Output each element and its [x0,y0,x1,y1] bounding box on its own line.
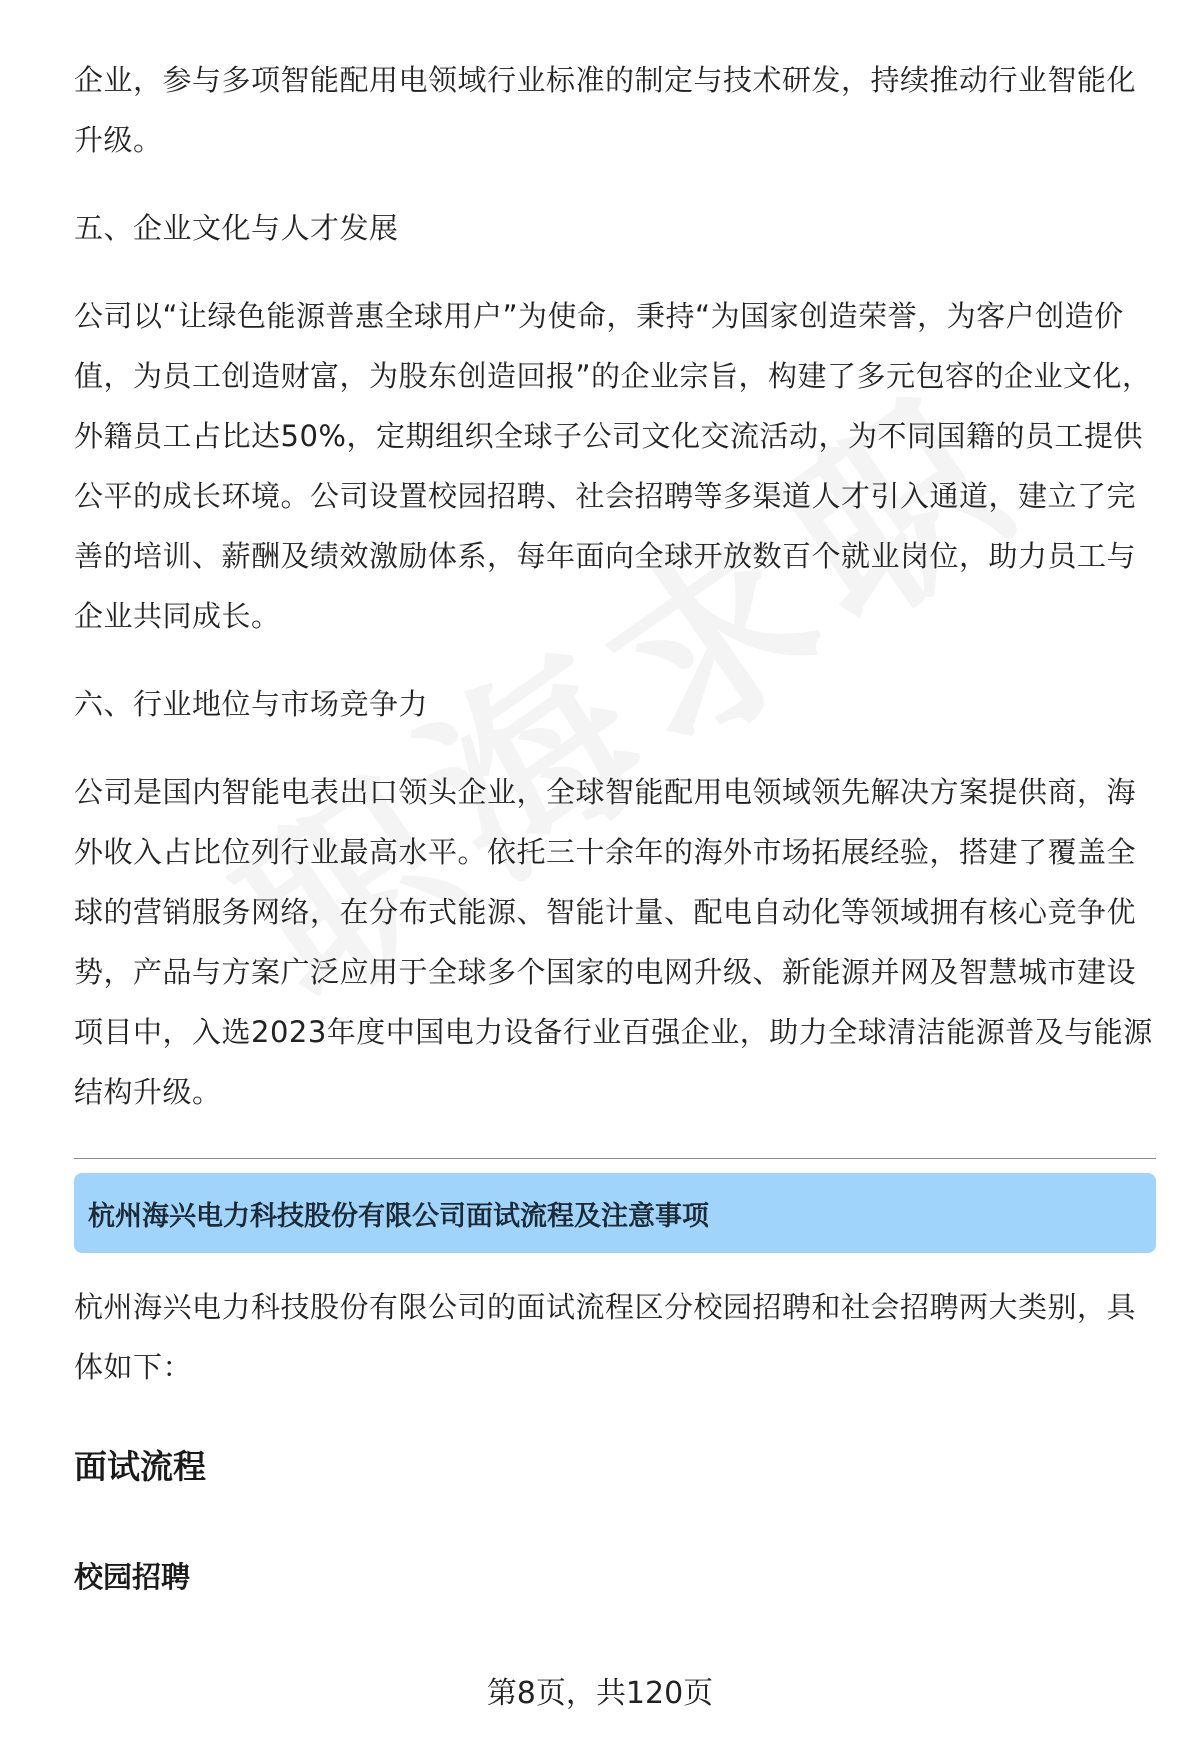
paragraph-culture: 公司以“让绿色能源普惠全球用户”为使命，秉持“为国家创造荣誉，为客户创造价值，为员工创造财富，为股东创造回报”的企业宗旨，构建了多元包容的企业文化，外籍员工占比达50%，定期组织全球子公司文化交流活动，为不同国籍的员工提供公平的成长环境。公司设置校园招聘、社会招聘等多渠道人才引入通道，建立了完善的培训、薪酬及绩效激励体系，每年面向全球开放数百个就业岗位，助力员工与企业共同成长。 [74,299,1152,633]
paragraph-industry-position: 公司是国内智能电表出口领头企业，全球智能配用电领域领先解决方案提供商，海外收入占比位列行业最高水平。依托三十余年的海外市场拓展经验，搭建了覆盖全球的营销服务网络，在分布式能源、智能计量、配电自动化等领域拥有核心竞争优势，产品与方案广泛应用于全球多个国家的电网升级、新能源并网及智慧城市建设项目中，入选2023年度中国电力设备行业百强企业，助力全球清洁能源普及与能源结构升级。 [74,775,1153,1109]
paragraph-intro: 杭州海兴电力科技股份有限公司的面试流程区分校园招聘和社会招聘两大类别，具体如下： [74,1290,1137,1384]
heading-interview-process: 面试流程 [74,1447,206,1486]
section-heading-industry-position: 六、行业地位与市场竞争力 [74,687,429,721]
paragraph-continued: 企业，参与多项智能配用电领域行业标准的制定与技术研发，持续推动行业智能化升级。 [74,63,1137,157]
document-page [74,50,1156,1607]
page-number: 第8页，共120页 [486,1676,714,1711]
section-banner [74,1173,1156,1253]
section-heading-culture: 五、企业文化与人才发展 [74,211,399,245]
heading-campus-recruitment: 校园招聘 [74,1560,191,1594]
banner-title: 杭州海兴电力科技股份有限公司面试流程及注意事项 [88,1200,709,1232]
divider [74,1158,1156,1159]
